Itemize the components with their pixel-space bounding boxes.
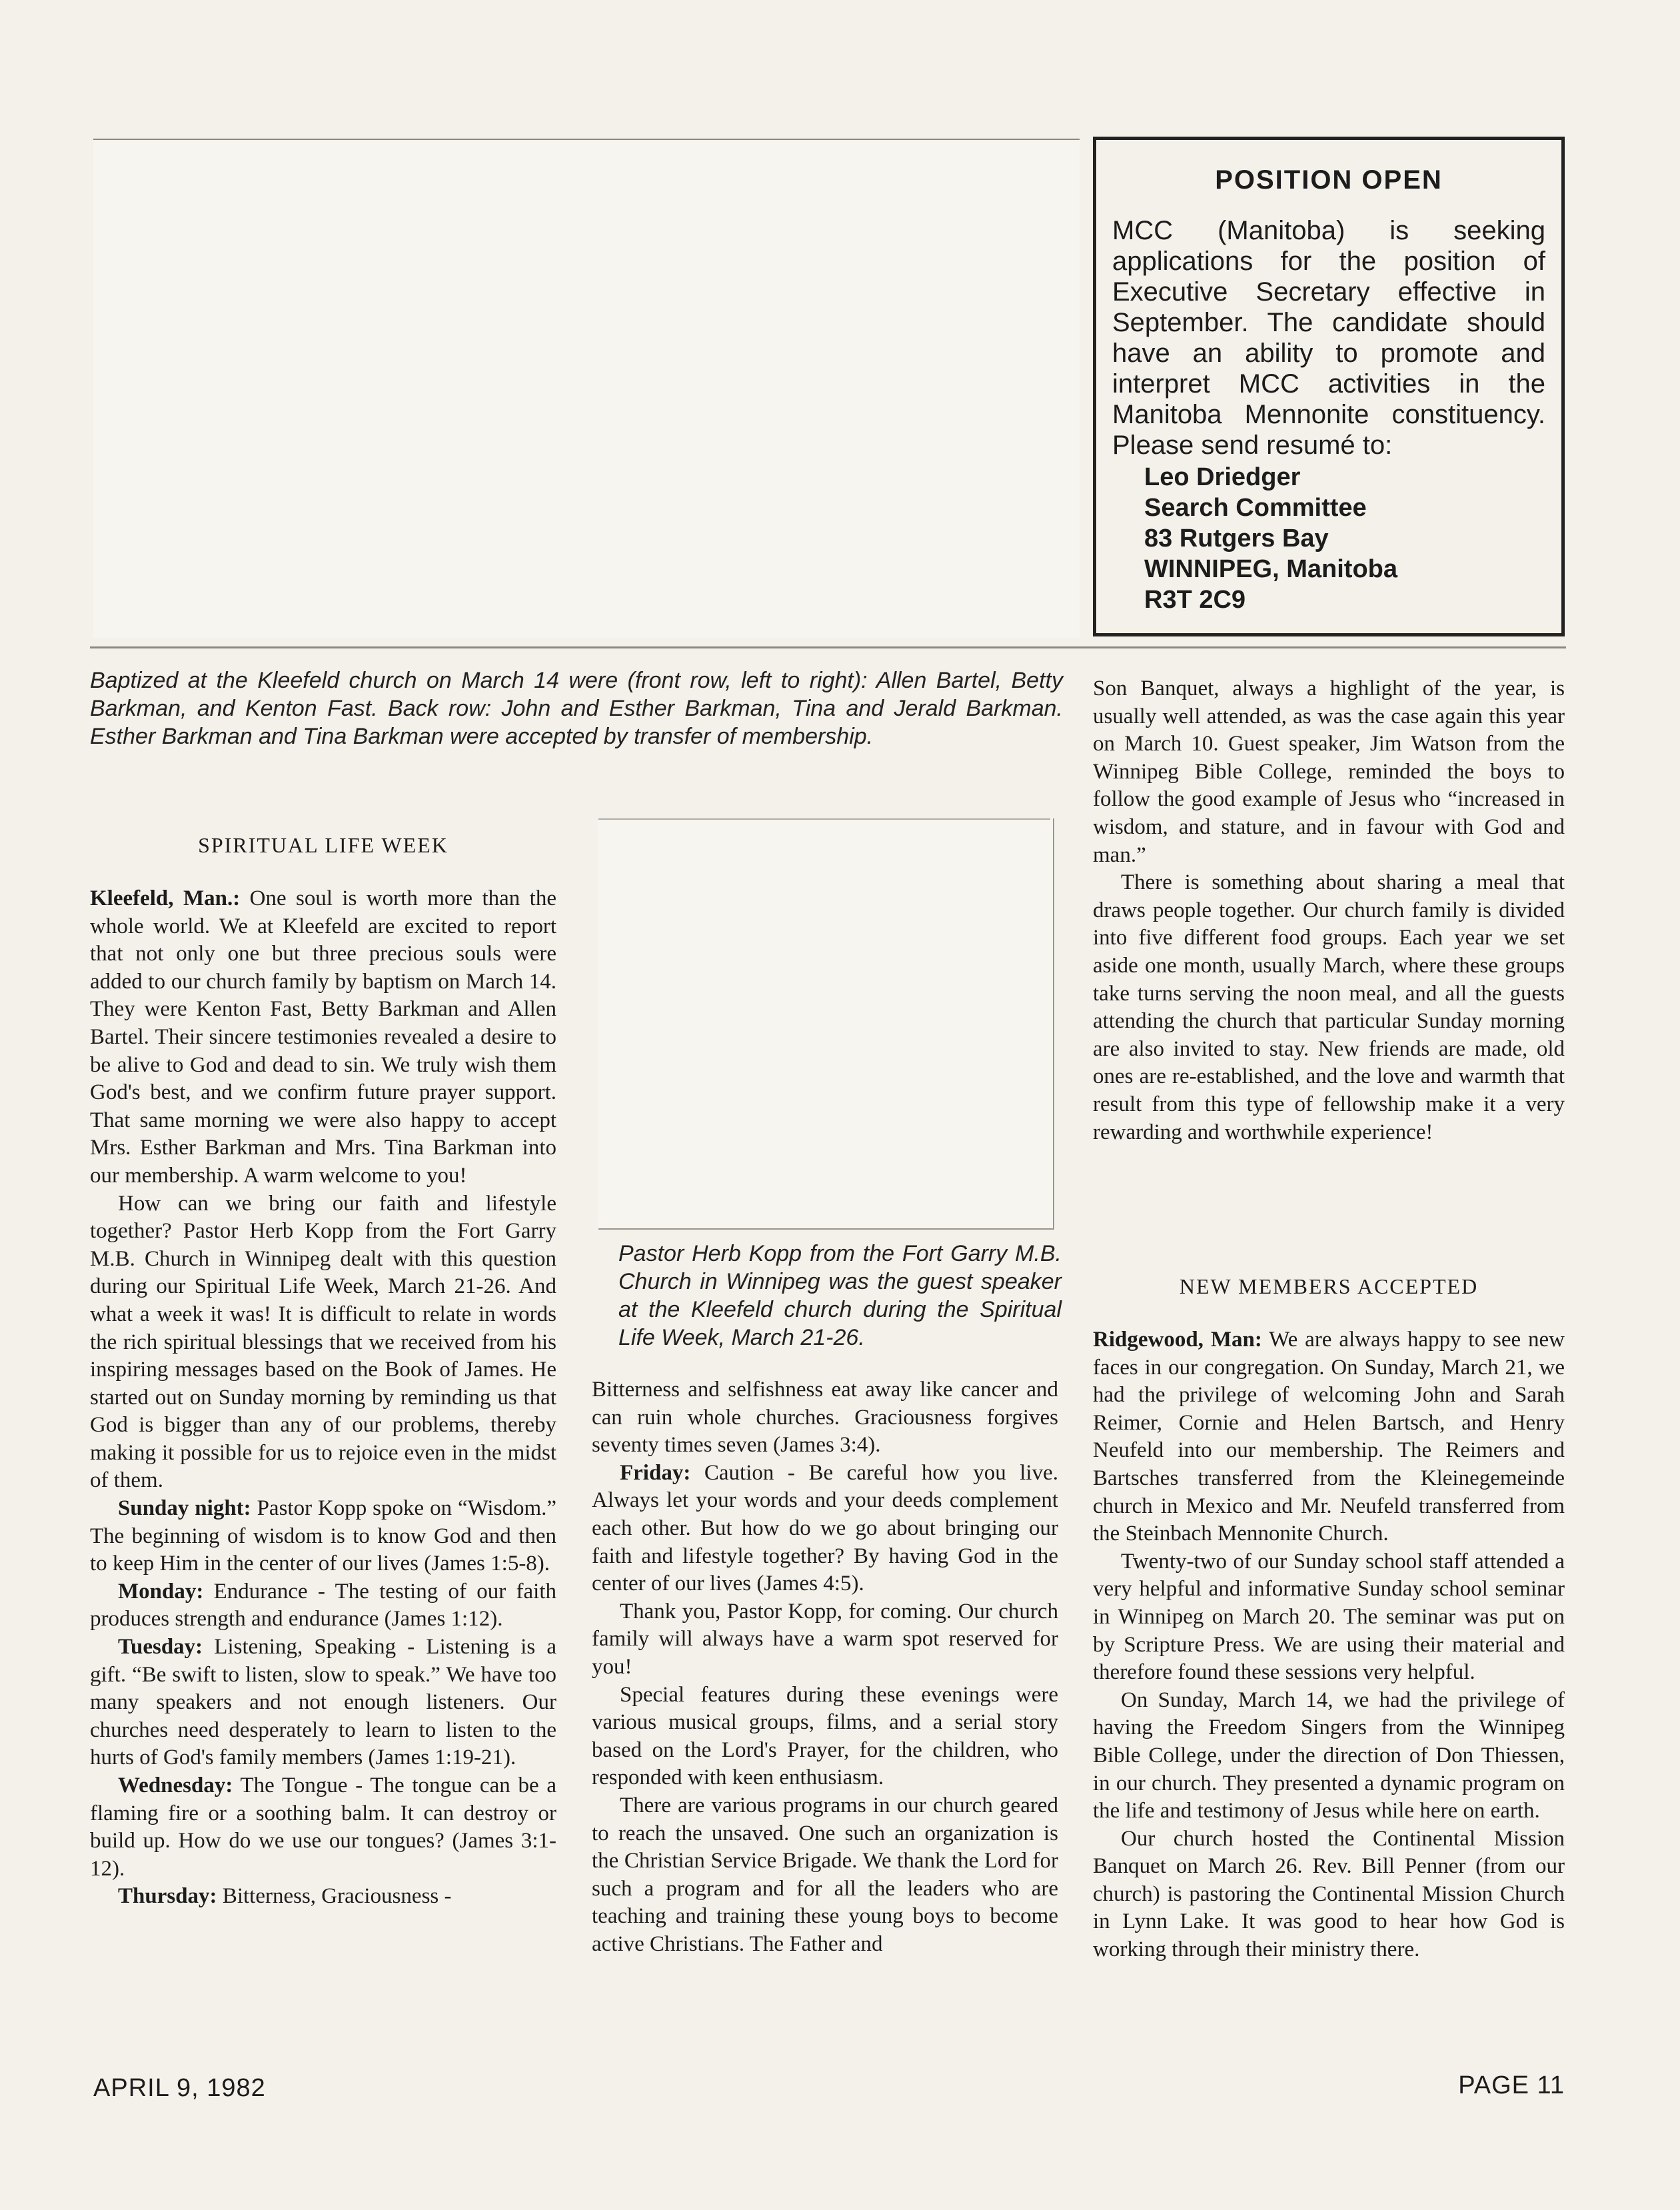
article1-column-1 <box>90 885 556 1911</box>
top-rule <box>93 139 1080 140</box>
dateline: Kleefeld, Man.: <box>90 886 241 910</box>
article1-paragraph: Tuesday: Listening, Speaking - Listening is a gift. “Be swift to listen, slow to speak.” We have too many speakers and not enough listeners. Our churches need desperately to learn to listen to the hurts of God's family members (James 1:19-21). <box>90 1635 556 1770</box>
dateline: Ridgewood, Man: <box>1093 1328 1262 1352</box>
article-heading-new-members-accepted: NEW MEMBERS ACCEPTED <box>1179 1274 1479 1298</box>
position-open-title: POSITION OPEN <box>1215 165 1443 195</box>
article1-paragraph: There are various programs in our church geared to reach the unsaved. One such an organization is the Christian Service Brigade. We thank the Lord for such a program and for all the leaders who are teaching and training these young boys to become active Christians. The Father and <box>592 1793 1058 1956</box>
article1-paragraph: How can we bring our faith and lifestyle together? Pastor Herb Kopp from the Fort Garry M.B. Church in Winnipeg dealt with this question during our Spiritual Life Week, March 21-26. And what a week it was! It is difficult to relate in words the rich spiritual blessings that we received from his inspiring messages based on the Book of James. He started out on Sunday morning by reminding us that God is bigger than any of our problems, thereby making it possible for us to rejoice even in the midst of them. <box>90 1191 556 1493</box>
pastor-photo-frame <box>598 818 1054 1230</box>
article1-paragraph: Wednesday: The Tongue - The tongue can be a flaming fire or a soothing balm. It can destroy or build up. How do we use our tongues? (James 3:1-12). <box>90 1773 556 1881</box>
article-heading-spiritual-life-week: SPIRITUAL LIFE WEEK <box>198 833 448 857</box>
article1-paragraph: Thursday: Bitterness, Graciousness - <box>118 1884 452 1909</box>
position-open-address <box>1144 462 1561 615</box>
article1-paragraph: Bitterness and selfishness eat away like cancer and can ruin whole churches. Graciousness forgives seventy times seven (James 3:4). <box>592 1378 1058 1458</box>
article1-paragraph: Special features during these evenings were various musical groups, films, and a serial story based on the Lord's Prayer, for the children, who responded with keen enthusiasm. <box>592 1682 1058 1790</box>
footer-page-number: PAGE 11 <box>1458 2071 1565 2099</box>
article2-column <box>1093 1326 1565 1964</box>
address-line: R3T 2C9 <box>1144 586 1246 614</box>
article1-paragraph: Sunday night: Pastor Kopp spoke on “Wisdom.” The beginning of wisdom is to know God and then to keep Him in the center of our lives (James 1:5-8). <box>90 1496 557 1576</box>
article1-paragraph: Thank you, Pastor Kopp, for coming. Our church family will always have a warm spot reserved for you! <box>592 1599 1058 1679</box>
article2-paragraph: Twenty-two of our Sunday school staff attended a very helpful and informative Sunday school seminar in Winnipeg on March 20. The seminar was put on by Scripture Press. We are using their material and therefore found these sessions very helpful. <box>1093 1549 1565 1685</box>
address-line: Leo Driedger <box>1144 463 1301 491</box>
article1-column-2 <box>592 1376 1058 1958</box>
article1-paragraph: Friday: Caution - Be careful how you live. Always let your words and your deeds complement each other. But how do we go about bringing our faith and lifestyle together? By having God in the center of our lives (James 4:5). <box>592 1460 1058 1596</box>
baptism-caption: Baptized at the Kleefeld church on March 14 were (front row, left to right): Allen Bartel, Betty Barkman, and Kenton Fast. Back row: John and Esther Barkman, Tina and Jerald Barkman. Esther Barkman and Tina Barkman were accepted by transfer of membership. <box>90 668 1063 749</box>
article1-column-3 <box>1093 675 1565 1146</box>
position-open-body: MCC (Manitoba) is seeking applications for the position of Executive Secretary effective in September. The candidate should have an ability to promote and interpret MCC activities in the Manitoba Mennonite constituency. Please send resumé to: <box>1112 216 1545 460</box>
article2-paragraph: On Sunday, March 14, we had the privilege of having the Freedom Singers from the Winnipeg Bible College, under the direction of Don Thiessen, in our church. They presented a dynamic program on the life and testimony of Jesus while here on earth. <box>1093 1687 1565 1823</box>
address-line: WINNIPEG, Manitoba <box>1144 555 1397 583</box>
baptism-photo <box>93 141 1080 638</box>
address-line: 83 Rutgers Bay <box>1144 525 1329 552</box>
address-line: Search Committee <box>1144 494 1367 522</box>
photo-bottom-rule <box>90 646 1566 648</box>
position-open-box <box>1093 137 1565 636</box>
article1-paragraph: There is something about sharing a meal that draws people together. Our church family is divided into five different food groups. Each year we set aside one month, usually March, where these groups take turns serving the noon meal, and all the guests attending the church that particular Sunday morning are also invited to stay. New friends are made, old ones are re-established, and the love and warmth that result from this type of fellowship make it a very rewarding and worthwhile experience! <box>1093 870 1565 1144</box>
article1-paragraph: Monday: Endurance - The testing of our faith produces strength and endurance (James 1:12). <box>90 1579 556 1632</box>
pastor-caption: Pastor Herb Kopp from the Fort Garry M.B. Church in Winnipeg was the guest speaker at the Kleefeld church during the Spiritual Life Week, March 21-26. <box>618 1241 1062 1350</box>
article2-paragraph: Ridgewood, Man: We are always happy to see new faces in our congregation. On Sunday, March 21, we had the privilege of welcoming John and Sarah Reimer, Cornie and Helen Bartsch, and Henry Neufeld into our membership. The Reimers and Bartsches transferred from the Kleinegemeinde church in Mexico and Mr. Neufeld transferred from the Steinbach Mennonite Church. <box>1093 1328 1565 1546</box>
footer-date: APRIL 9, 1982 <box>93 2074 266 2102</box>
article1-paragraph: Kleefeld, Man.: One soul is worth more than the whole world. We at Kleefeld are excited to report that not only one but three precious souls were added to our church family by baptism on March 14. They were Kenton Fast, Betty Barkman and Allen Bartel. Their sincere testimonies revealed a desire to be alive to God and dead to sin. We truly wish them God's best, and we confirm future prayer support. That same morning we were also happy to accept Mrs. Esther Barkman and Mrs. Tina Barkman into our membership. A warm welcome to you! <box>90 886 556 1188</box>
article2-paragraph: Our church hosted the Continental Mission Banquet on March 26. Rev. Bill Penner (from our church) is pastoring the Continental Mission Church in Lynn Lake. It was good to hear how God is working through their ministry there. <box>1093 1826 1565 1962</box>
article1-paragraph: Son Banquet, always a highlight of the year, is usually well attended, as was the case again this year on March 10. Guest speaker, Jim Watson from the Winnipeg Bible College, reminded the boys to follow the good example of Jesus who “increased in wisdom, and stature, and in favour with God and man.” <box>1093 676 1565 867</box>
